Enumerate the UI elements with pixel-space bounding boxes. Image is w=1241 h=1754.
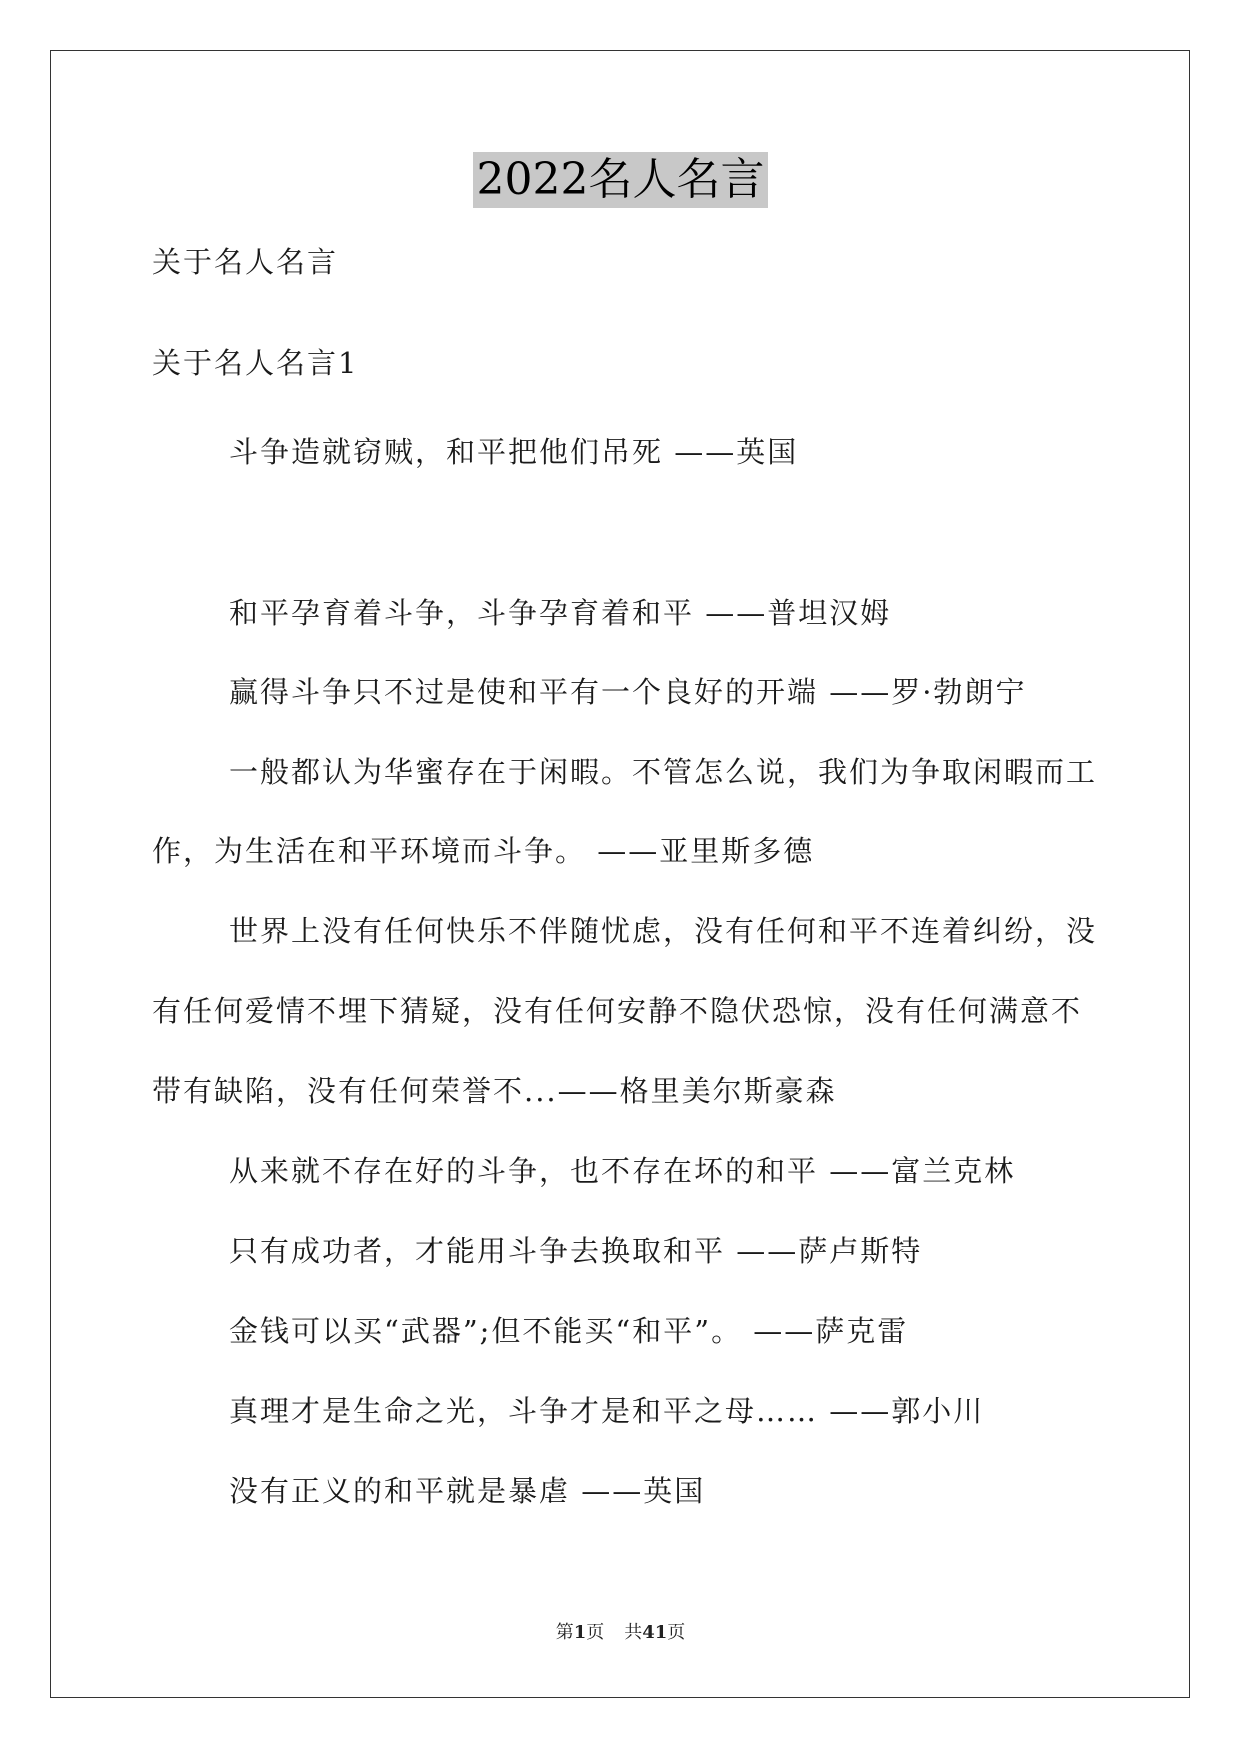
quote-line: 斗争造就窃贼，和平把他们吊死 ——英国 [229,435,799,469]
page-border [50,50,1190,1698]
page-number: 1 [573,1622,587,1643]
page-suffix: 页 [586,1622,605,1643]
quote-line: 赢得斗争只不过是使和平有一个良好的开端 ——罗·勃朗宁 [229,675,1027,709]
total-pages: 41 [642,1622,668,1643]
quote-line: 真理才是生命之光，斗争才是和平之母…… ——郭小川 [229,1394,985,1428]
quote-line: 和平孕育着斗争，斗争孕育着和平 ——普坦汉姆 [229,596,892,630]
quote-line: 从来就不存在好的斗争，也不存在坏的和平 ——富兰克林 [229,1154,1016,1188]
page-footer [0,1621,1241,1645]
quote-line: 没有正义的和平就是暴虐 ——英国 [229,1474,706,1508]
quote-line-continued: 作，为生活在和平环境而斗争。 ——亚里斯多德 [152,834,815,868]
quote-line: 只有成功者，才能用斗争去换取和平 ——萨卢斯特 [229,1234,923,1268]
title-container [0,152,1241,208]
subsection-heading: 关于名人名言1 [152,346,359,380]
total-prefix: 共 [624,1622,643,1643]
document-title: 2022名人名言 [473,152,769,208]
quote-line: 一般都认为华蜜存在于闲暇。不管怎么说，我们为争取闲暇而工 [229,755,1098,789]
quote-line: 世界上没有任何快乐不伴随忧虑，没有任何和平不连着纠纷，没 [229,914,1098,948]
quote-line-continued: 有任何爱情不埋下猜疑，没有任何安静不隐伏恐惊，没有任何满意不 [152,994,1083,1028]
page-prefix: 第 [555,1622,574,1643]
quote-line: 金钱可以买“武器”;但不能买“和平”。 ——萨克雷 [229,1314,909,1348]
quote-line-continued: 带有缺陷，没有任何荣誉不...——格里美尔斯豪森 [152,1074,837,1108]
total-suffix: 页 [667,1622,686,1643]
section-heading: 关于名人名言 [152,245,339,279]
